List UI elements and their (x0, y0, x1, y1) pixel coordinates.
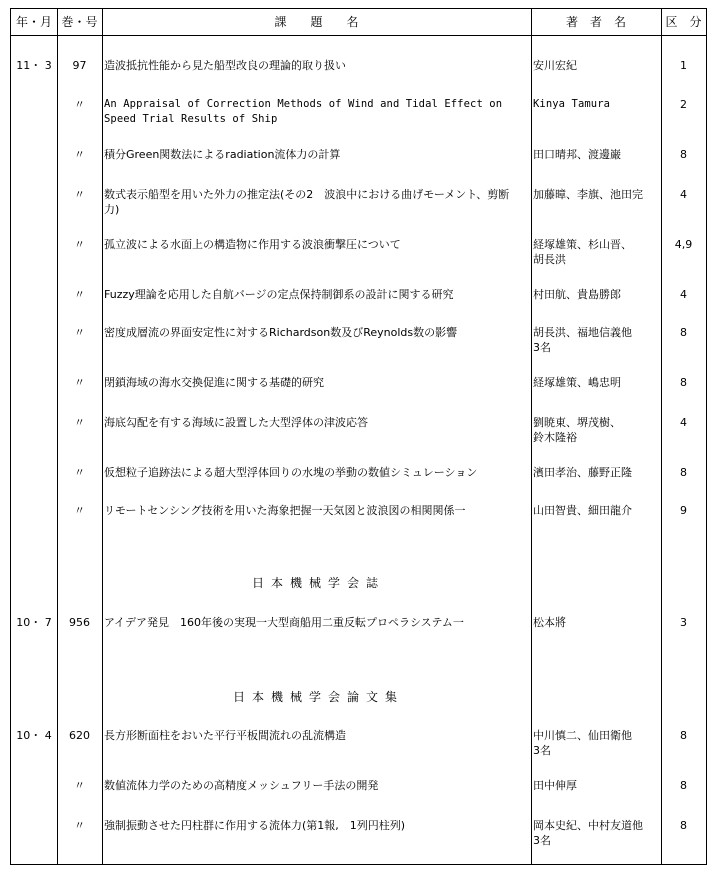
row-date: 10・ 4 (16, 729, 52, 742)
row-category: 4 (680, 188, 687, 201)
row-author: Kinya Tamura (533, 98, 611, 110)
publication-table (10, 8, 707, 865)
row-volume: 97 (72, 59, 87, 72)
row-title: 仮想粒子追跡法による超大型浮体回りの水塊の挙動の数値シミュレーション (104, 466, 478, 479)
row-volume-ditto: 〃 (74, 819, 85, 832)
row-category: 4 (680, 416, 687, 429)
header-title: 課 題 名 (274, 15, 359, 29)
row-author: 村田航、貴島勝郎 (533, 288, 621, 301)
row-author: 田口晴邦、渡邊巌 (533, 148, 621, 161)
section-title: 日本機械学会論文集 (232, 690, 404, 704)
column-divider (102, 9, 103, 864)
row-volume-ditto: 〃 (74, 238, 85, 251)
row-author: 劉暁東、堺茂樹、鈴木隆裕 (533, 416, 621, 444)
section-title: 日本機械学会誌 (251, 576, 385, 590)
row-volume-ditto: 〃 (74, 779, 85, 792)
row-volume-ditto: 〃 (74, 98, 85, 111)
row-volume-ditto: 〃 (74, 466, 85, 479)
row-title: 積分Green関数法によるradiation流体力の計算 (104, 148, 341, 161)
row-title: 数値流体力学のための高精度メッシュフリー手法の開発 (104, 779, 379, 792)
row-title: アイデア発見 160年後の実現一大型商船用二重反転プロペラシステム一 (104, 616, 464, 629)
row-volume-ditto: 〃 (74, 188, 85, 201)
row-category: 8 (680, 326, 687, 339)
row-author: 胡長洪、福地信義他3名 (533, 326, 632, 354)
row-title: 強制振動させた円柱群に作用する流体力(第1報, 1列円柱列) (104, 819, 406, 832)
row-author: 経塚雄策、嶋忠明 (533, 376, 621, 389)
row-date: 11・ 3 (16, 59, 52, 72)
row-title: 閉鎖海域の海水交換促進に関する基礎的研究 (104, 376, 324, 389)
row-author: 加藤暲、李旗、池田完 (533, 188, 643, 201)
row-volume-ditto: 〃 (74, 376, 85, 389)
header-category: 区 分 (665, 15, 702, 29)
column-divider (531, 9, 532, 864)
row-category: 4 (680, 288, 687, 301)
row-author: 田中伸厚 (533, 779, 577, 792)
row-author: 中川慎二、仙田衛他3名 (533, 729, 632, 757)
row-category: 8 (680, 779, 687, 792)
row-author: 安川宏紀 (533, 59, 577, 72)
row-category: 8 (680, 148, 687, 161)
row-title: An Appraisal of Correction Methods of Wind and Tidal Effect on Speed Trial Results of Ship (104, 98, 503, 125)
row-category: 8 (680, 466, 687, 479)
row-author: 松本將 (533, 616, 566, 629)
header-divider (11, 35, 706, 36)
row-title: 海底勾配を有する海域に設置した大型浮体の津波応答 (104, 416, 368, 429)
row-author: 濱田孝治、藤野正隆 (533, 466, 632, 479)
row-category: 8 (680, 729, 687, 742)
row-category: 4,9 (674, 238, 693, 251)
row-category: 3 (680, 616, 687, 629)
row-volume-ditto: 〃 (74, 326, 85, 339)
row-volume: 620 (69, 729, 90, 742)
row-category: 9 (680, 504, 687, 517)
row-category: 1 (680, 59, 687, 72)
row-title: Fuzzy理論を応用した自航バージの定点保持制御系の設計に関する研究 (104, 288, 454, 301)
row-category: 8 (680, 819, 687, 832)
row-title: 造波抵抗性能から見た船型改良の理論的取り扱い (104, 59, 346, 72)
row-title: 密度成層流の界面安定性に対するRichardson数及びReynolds数の影響 (104, 326, 458, 339)
row-volume: 956 (69, 616, 90, 629)
header-author: 著 者 名 (565, 15, 626, 29)
row-title: 数式表示船型を用いた外力の推定法(その2 波浪中における曲げモーメント、剪断力) (104, 188, 510, 216)
row-author: 岡本史紀、中村友道他3名 (533, 819, 643, 847)
header-volume: 巻・号 (61, 15, 98, 29)
row-title: リモートセンシング技術を用いた海象把握一天気図と波浪図の相関関係一 (104, 504, 466, 517)
row-author: 山田智貴、細田龍介 (533, 504, 632, 517)
row-author: 経塚雄策、杉山晋、胡長洪 (533, 238, 632, 266)
row-date: 10・ 7 (16, 616, 52, 629)
row-volume-ditto: 〃 (74, 504, 85, 517)
row-title: 孤立波による水面上の構造物に作用する波浪衝撃圧について (104, 238, 401, 251)
row-category: 2 (680, 98, 687, 111)
row-category: 8 (680, 376, 687, 389)
row-volume-ditto: 〃 (74, 288, 85, 301)
row-volume-ditto: 〃 (74, 416, 85, 429)
header-date: 年・月 (15, 15, 52, 29)
row-title: 長方形断面柱をおいた平行平板間流れの乱流構造 (104, 729, 346, 742)
row-volume-ditto: 〃 (74, 148, 85, 161)
